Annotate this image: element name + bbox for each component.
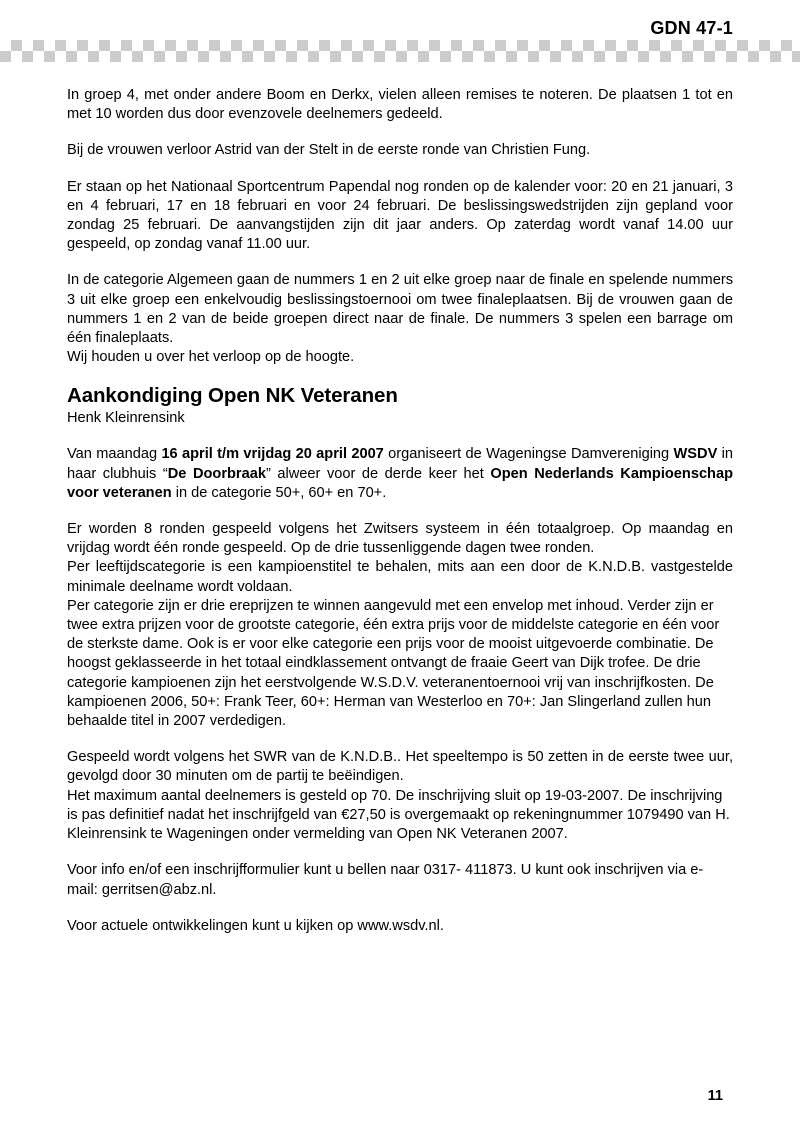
paragraph-kalender: Er staan op het Nationaal Sportcentrum Papendal nog ronden op de kalender voor: 20 en 21 januari, 3 en 4 februari, 17 en 18 februari en voor 24 februari. De beslissingswedstrijden zijn gepland voor zondag 25 februari. De aanvangstijden zijn dit jaar anders. Op zaterdag wordt vanaf 14.00 uur gespeeld, op zondag vanaf 11.00 uur. — [67, 178, 733, 253]
checkerboard-divider — [0, 40, 800, 62]
page-number: 11 — [707, 1088, 723, 1104]
intro-bold-club: WSDV — [673, 446, 718, 463]
section-heading-open-nk-veteranen: Aankondiging Open NK Veteranen — [67, 384, 398, 408]
intro-bold-event: Open Nederlands Kampioenschap voor veteranen — [67, 465, 733, 501]
document-content — [67, 86, 733, 953]
intro-bold-venue: De Doorbraak — [167, 465, 266, 482]
section-author-byline: Henk Kleinrensink — [67, 410, 185, 427]
paragraph-contact-info: Voor info en/of een inschrijfformulier kunt u bellen naar 0317- 411873. U kunt ook inschrijven via e-mail: gerritsen@abz.nl. — [67, 862, 704, 898]
paragraph-playing-rules: Gespeeld wordt volgens het SWR van de K.N.D.B.. Het speeltempo is 50 zetten in de eerste twee uur, gevolgd door 30 minuten om de partij te beëindigen. — [67, 749, 733, 785]
page-header — [0, 0, 800, 62]
paragraph-website: Voor actuele ontwikkelingen kunt u kijken op www.wsdv.nl. — [67, 917, 444, 934]
paragraph-groep4: In groep 4, met onder andere Boom en Derkx, vielen alleen remises te noteren. De plaatsen 1 tot en met 10 worden dus door evenzovele deelnemers gedeeld. — [67, 87, 733, 123]
paragraph-announcement-intro — [67, 445, 733, 503]
paragraph-prizes: Per categorie zijn er drie ereprijzen te winnen aangevuld met een envelop met inhoud. Verder zijn er twee extra prijzen voor de grootste categorie, één extra prijs voor de middelste categorie en één voor de sterkste dame. Ook is er voor elke categorie een prijs voor de mooist uitgevoerde combinatie. De hoogst geklasseerde in het totaal eindklassement ontvangt de fraaie Geert van Dijk trofee. De drie categorie kampioenen zijn het eerstvolgende W.S.D.V. veteranentoernooi vrij van inschrijfkosten. De kampioenen 2006, 50+: Frank Teer, 60+: Herman van Westerloo en 70+: Jan Slingerland zullen hun behaalde titel in 2007 verdedigen. — [67, 597, 720, 730]
paragraph-verloop: Wij houden u over het verloop op de hoogte. — [67, 349, 355, 366]
paragraph-rounds: Er worden 8 ronden gespeeld volgens het Zwitsers systeem in één totaalgroep. Op maandag en vrijdag wordt één ronde gespeeld. Op de drie tussenliggende dagen twee ronden. — [67, 521, 733, 557]
intro-text-1: Van maandag — [67, 446, 162, 463]
intro-bold-dates: 16 april t/m vrijdag 20 april 2007 — [161, 446, 384, 463]
intro-text-2: organiseert de Wageningse Damvereniging — [383, 446, 674, 463]
intro-text-3: in haar clubhuis “ — [67, 446, 733, 482]
paragraph-categorie-algemeen: In de categorie Algemeen gaan de nummers 1 en 2 uit elke groep naar de finale en spelende nummers 3 uit elke groep een enkelvoudig beslissingstoernooi om twee finaleplaatsen. Bij de vrouwen gaan de nummers 1 en 2 van de beide groepen direct naar de finale. De nummers 3 spelen een barrage om één finaleplaats. — [67, 272, 733, 347]
paragraph-age-category-title: Per leeftijdscategorie is een kampioenstitel te behalen, mits aan een door de K.N.D.B. vastgestelde minimale deelname wordt voldaan. — [67, 559, 733, 595]
paragraph-vrouwen: Bij de vrouwen verloor Astrid van der Stelt in de eerste ronde van Christien Fung. — [67, 142, 591, 159]
intro-text-5: in de categorie 50+, 60+ en 70+. — [171, 484, 387, 501]
header-title: GDN 47-1 — [650, 18, 733, 38]
intro-text-4: ” alweer voor de derde keer het — [265, 465, 491, 482]
paragraph-entry-fee: Het maximum aantal deelnemers is gesteld op 70. De inschrijving sluit op 19-03-2007. De inschrijving is pas definitief nadat het inschrijfgeld van €27,50 is overgemaakt op rekeningnummer 1079490 van H. Kleinrensink te Wageningen onder vermelding van Open NK Veteranen 2007. — [67, 787, 730, 843]
